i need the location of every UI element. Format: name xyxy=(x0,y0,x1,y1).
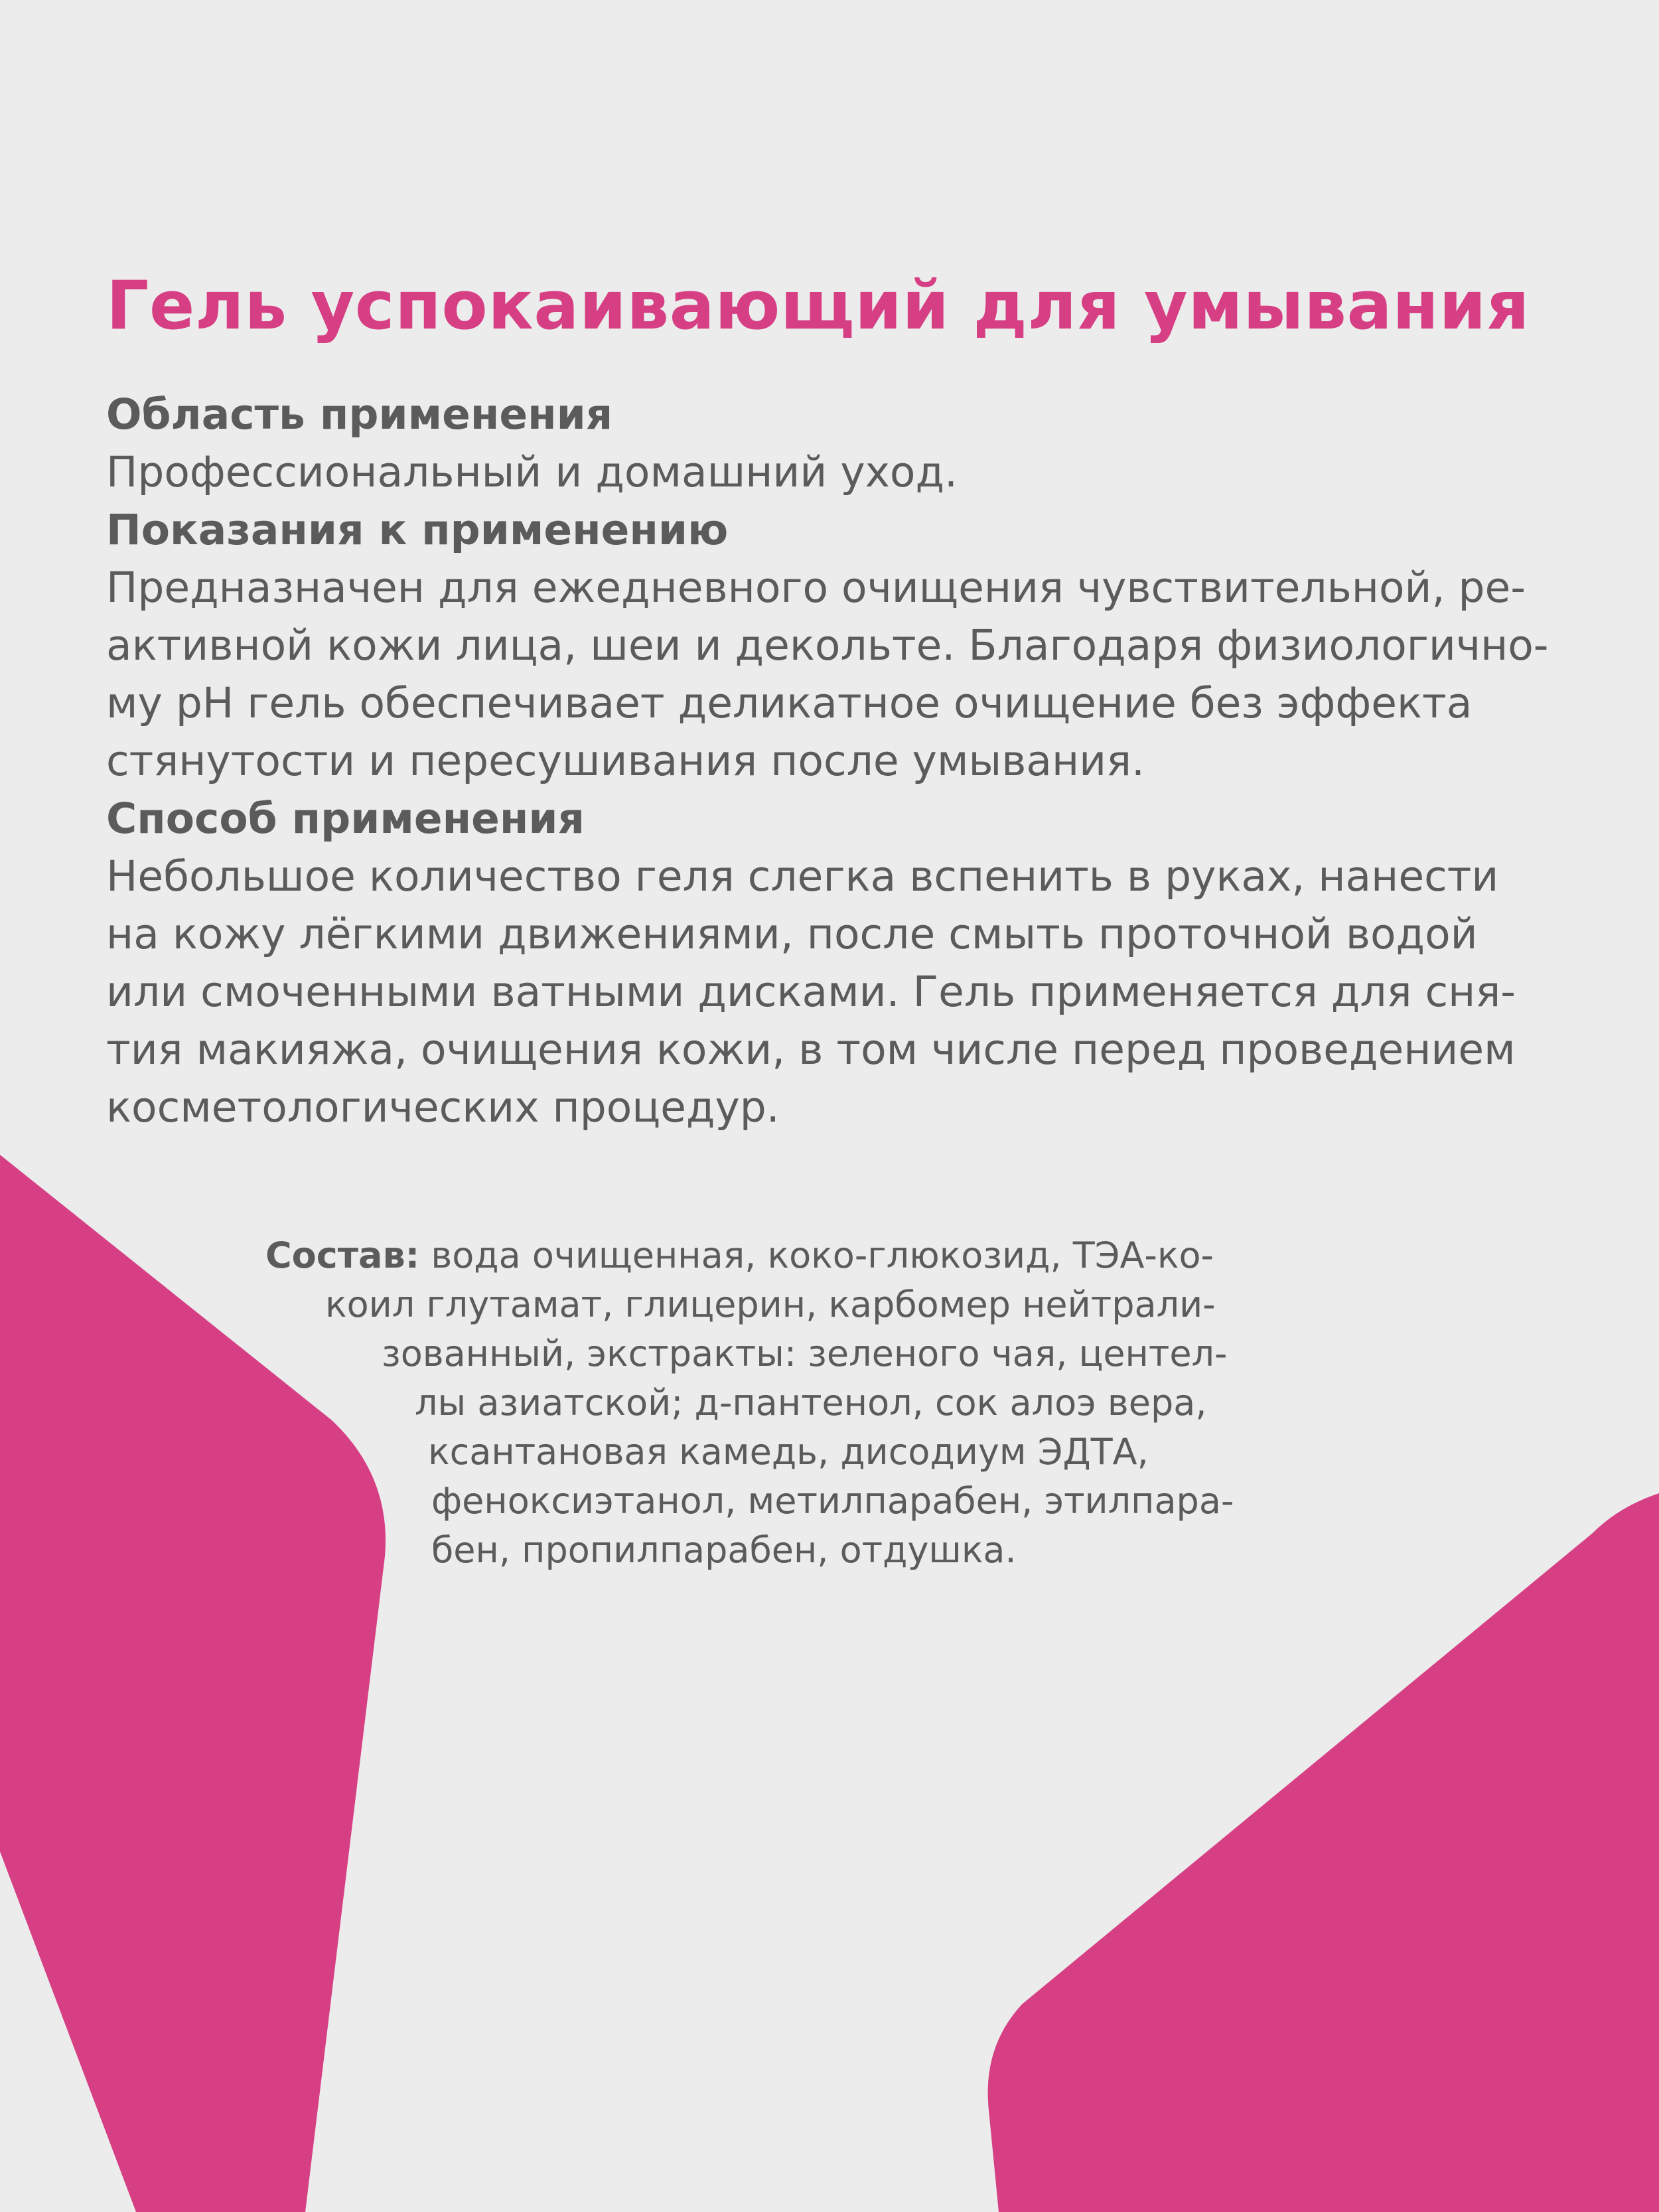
composition-text: феноксиэтанол, метилпарабен, этилпара- xyxy=(431,1480,1234,1522)
section-text-line: или смоченными ватными дисками. Гель применяется для сня- xyxy=(106,968,1516,1016)
composition-text: вода очищенная, коко-глюкозид, ТЭА-ко- xyxy=(431,1234,1214,1276)
composition-line xyxy=(431,1526,1017,1575)
composition-text: бен, пропилпарабен, отдушка. xyxy=(431,1529,1017,1571)
section-text-line: на кожу лёгкими движениями, после смыть проточной водой xyxy=(106,910,1478,958)
description-sections xyxy=(106,386,1593,1136)
right-pink-shape xyxy=(988,1493,1659,2212)
composition-line xyxy=(325,1280,1216,1329)
section-2 xyxy=(106,501,1593,790)
composition-line xyxy=(265,1231,1214,1280)
composition-text: лы азиатской; д-пантенол, сок алоэ вера, xyxy=(415,1382,1207,1424)
section-text-line: му pH гель обеспечивает деликатное очищение без эффекта xyxy=(106,679,1473,727)
composition-line xyxy=(431,1477,1234,1526)
section-3 xyxy=(106,790,1593,1136)
section-heading: Область применения xyxy=(106,390,613,439)
composition-text: зованный, экстракты: зеленого чая, центел- xyxy=(382,1333,1228,1374)
section-text-line: активной кожи лица, шеи и декольте. Благодаря физиологично- xyxy=(106,621,1549,670)
composition-line xyxy=(415,1378,1206,1428)
composition-label: Состав: xyxy=(265,1234,420,1276)
section-heading: Показания к применению xyxy=(106,506,729,554)
product-description xyxy=(106,262,1593,1136)
section-text-line: Небольшое количество геля слегка вспенить в руках, нанести xyxy=(106,852,1499,901)
composition-line xyxy=(382,1329,1228,1378)
section-text-line: тия макияжа, очищения кожи, в том числе перед проведением xyxy=(106,1025,1516,1074)
product-title: Гель успокаивающий для умывания xyxy=(106,266,1530,344)
section-1 xyxy=(106,386,1593,501)
composition-line xyxy=(428,1428,1149,1477)
section-text-line: Профессиональный и домашний уход. xyxy=(106,448,958,496)
section-text-line: Предназначен для ежедневного очищения чувствительной, ре- xyxy=(106,563,1526,612)
composition-text: коил глутамат, глицерин, карбомер нейтрали- xyxy=(325,1284,1216,1325)
section-text-line: стянутости и пересушивания после умывания. xyxy=(106,737,1145,785)
section-heading: Способ применения xyxy=(106,794,585,843)
section-text-line: косметологических процедур. xyxy=(106,1083,780,1132)
composition-text: ксантановая камедь, дисодиум ЭДТА, xyxy=(428,1431,1149,1473)
